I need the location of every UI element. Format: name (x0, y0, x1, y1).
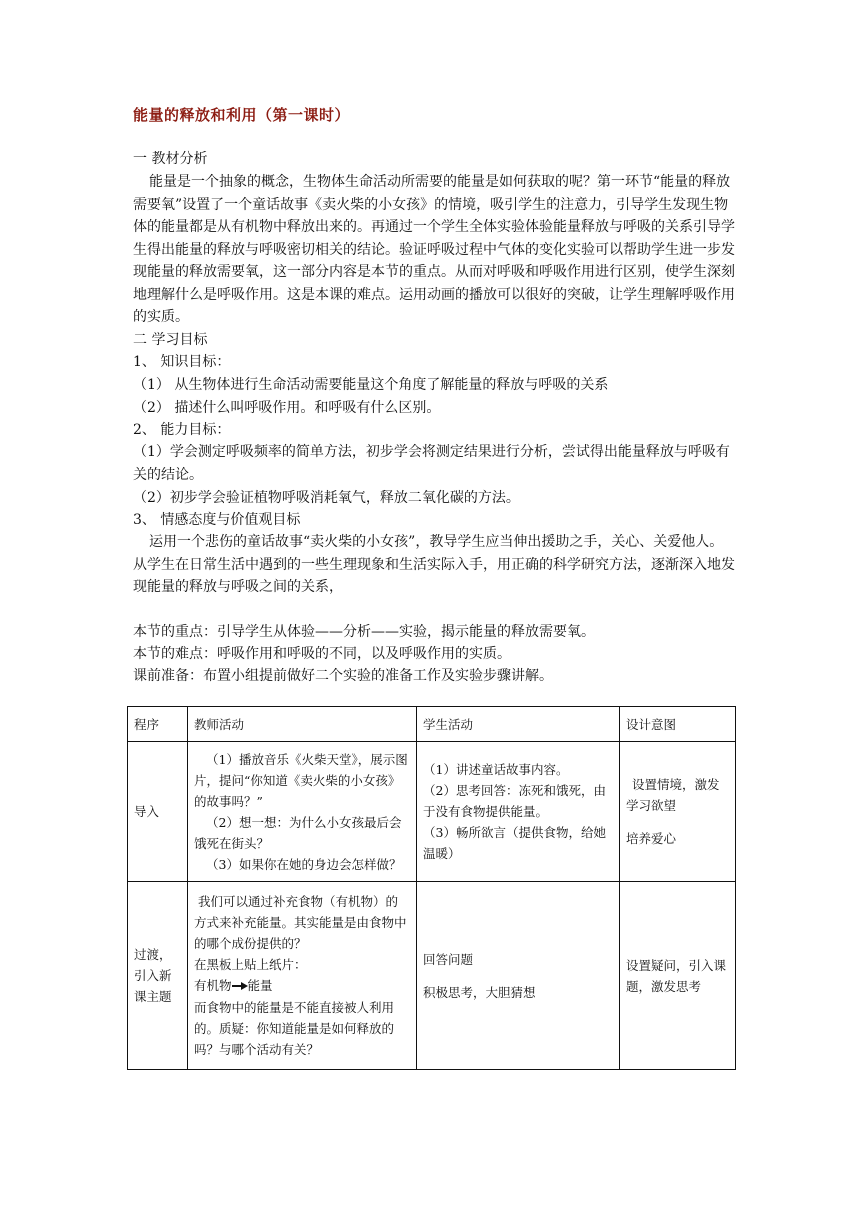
table-header-row (128, 707, 736, 742)
row1-intent-1: 设置情境，激发学习欲望 (626, 777, 720, 813)
energy-label: 能量 (247, 978, 273, 993)
row2-teacher-line-3 (194, 975, 410, 997)
organic-matter-label: 有机物 (194, 978, 232, 993)
row1-stage: 导入 (128, 742, 188, 882)
header-intent: 设计意图 (620, 707, 736, 742)
row1-teacher-line-3: （3）如果你在她的身边会怎样做？ (206, 856, 402, 872)
row2-student-1: 回答问题 (423, 951, 474, 967)
emotion-paragraph: 运用一个悲伤的童话故事“卖火柴的小女孩”，教导学生应当伸出援助之手，关心、关爱他人。从学生在日常生活中遇到的一些生理现象和生活实际入手，用正确的科学研究方法，逐渐深入地发现能量的释放与呼吸之间的关系， (133, 534, 735, 595)
row2-student-2: 积极思考，大胆猜想 (423, 984, 536, 1000)
row1-student-line-2: （2）思考回答：冻死和饿死，由于没有食物提供能量。 (423, 783, 606, 819)
knowledge-heading: 1、 知识目标： (133, 354, 231, 370)
knowledge-item-1: （1） 从生物体进行生命活动需要能量这个角度了解能量的释放与呼吸的关系 (133, 377, 609, 393)
row2-teacher-line-1: 我们可以通过补充食物（有机物）的方式来补充能量。其实能量是由食物中的哪个成份提供的？ (194, 894, 407, 951)
ability-item-1: （1）学会测定呼吸频率的简单方法，初步学会将测定结果进行分析，尝试得出能量释放与呼吸有关的结论。 (133, 444, 730, 483)
key-point: 本节的重点：引导学生从体验——分析——实验，揭示能量的释放需要氧。 (133, 624, 595, 640)
row2-teacher (188, 882, 417, 1070)
emotion-heading: 3、 情感态度与价值观目标 (133, 512, 301, 528)
table-row (128, 742, 736, 882)
ability-item-2: （2）初步学会验证植物呼吸消耗氧气，释放二氧化碳的方法。 (133, 490, 520, 506)
section-heading-objectives: 二 学习目标 (133, 332, 208, 348)
row2-intent: 设置疑问，引入课题，激发思考 (620, 882, 736, 1070)
row1-teacher (188, 742, 417, 882)
knowledge-item-2: （2） 描述什么叫呼吸作用。和呼吸有什么区别。 (133, 400, 441, 416)
row2-student (417, 882, 620, 1070)
row1-teacher-line-2: （2）想一想：为什么小女孩最后会饿死在街头？ (194, 814, 402, 851)
header-student: 学生活动 (417, 707, 620, 742)
row2-stage: 过渡，引入新课主题 (128, 882, 188, 1070)
row2-teacher-line-4: 而食物中的能量是不能直接被人利用的。质疑：你知道能量是如何释放的吗？与哪个活动有关？ (194, 1000, 395, 1057)
row1-student-line-1: （1）讲述童话故事内容。 (423, 762, 569, 777)
analysis-paragraph: 能量是一个抽象的概念，生物体生命活动所需要的能量是如何获取的呢？第一环节“能量的释放需要氧”设置了一个童话故事《卖火柴的小女孩》的情境，吸引学生的注意力，引导学生发现生物体的能量都是从有机物中释放出来的。再通过一个学生全体实验体验能量释放与呼吸的关系引导学生得出能量的释放与呼吸密切相关的结论。验证呼吸过程中气体的变化实验可以帮助学生进一步发现能量的释放需要氧，这一部分内容是本节的重点。从而对呼吸和呼吸作用进行区别，使学生深刻地理解什么是呼吸作用。这是本课的难点。运用动画的播放可以很好的突破，让学生理解呼吸作用的实质。 (133, 174, 735, 325)
difficulty: 本节的难点：呼吸作用和呼吸的不同，以及呼吸作用的实质。 (133, 646, 511, 662)
ability-heading: 2、 能力目标： (133, 422, 231, 438)
document-title: 能量的释放和利用（第一课时） (133, 106, 351, 124)
row1-teacher-line-1: （1）播放音乐《火柴天堂》，展示图片，提问“你知道《卖火柴的小女孩》的故事吗？” (194, 751, 408, 809)
row1-intent (620, 742, 736, 882)
right-arrow-icon (232, 976, 248, 997)
preparation: 课前准备：布置小组提前做好二个实验的准备工作及实验步骤讲解。 (133, 668, 553, 684)
row1-student-line-3: （3）畅所欲言（提供食物，给她温暖） (423, 825, 606, 861)
row1-student (417, 742, 620, 882)
row1-intent-2: 培养爱心 (626, 831, 677, 846)
header-stage: 程序 (128, 707, 188, 742)
table-row (128, 882, 736, 1070)
lesson-plan-table (127, 706, 736, 1070)
header-teacher: 教师活动 (188, 707, 417, 742)
section-heading-analysis: 一 教材分析 (133, 151, 208, 167)
row2-teacher-line-2: 在黑板上贴上纸片： (194, 957, 307, 972)
